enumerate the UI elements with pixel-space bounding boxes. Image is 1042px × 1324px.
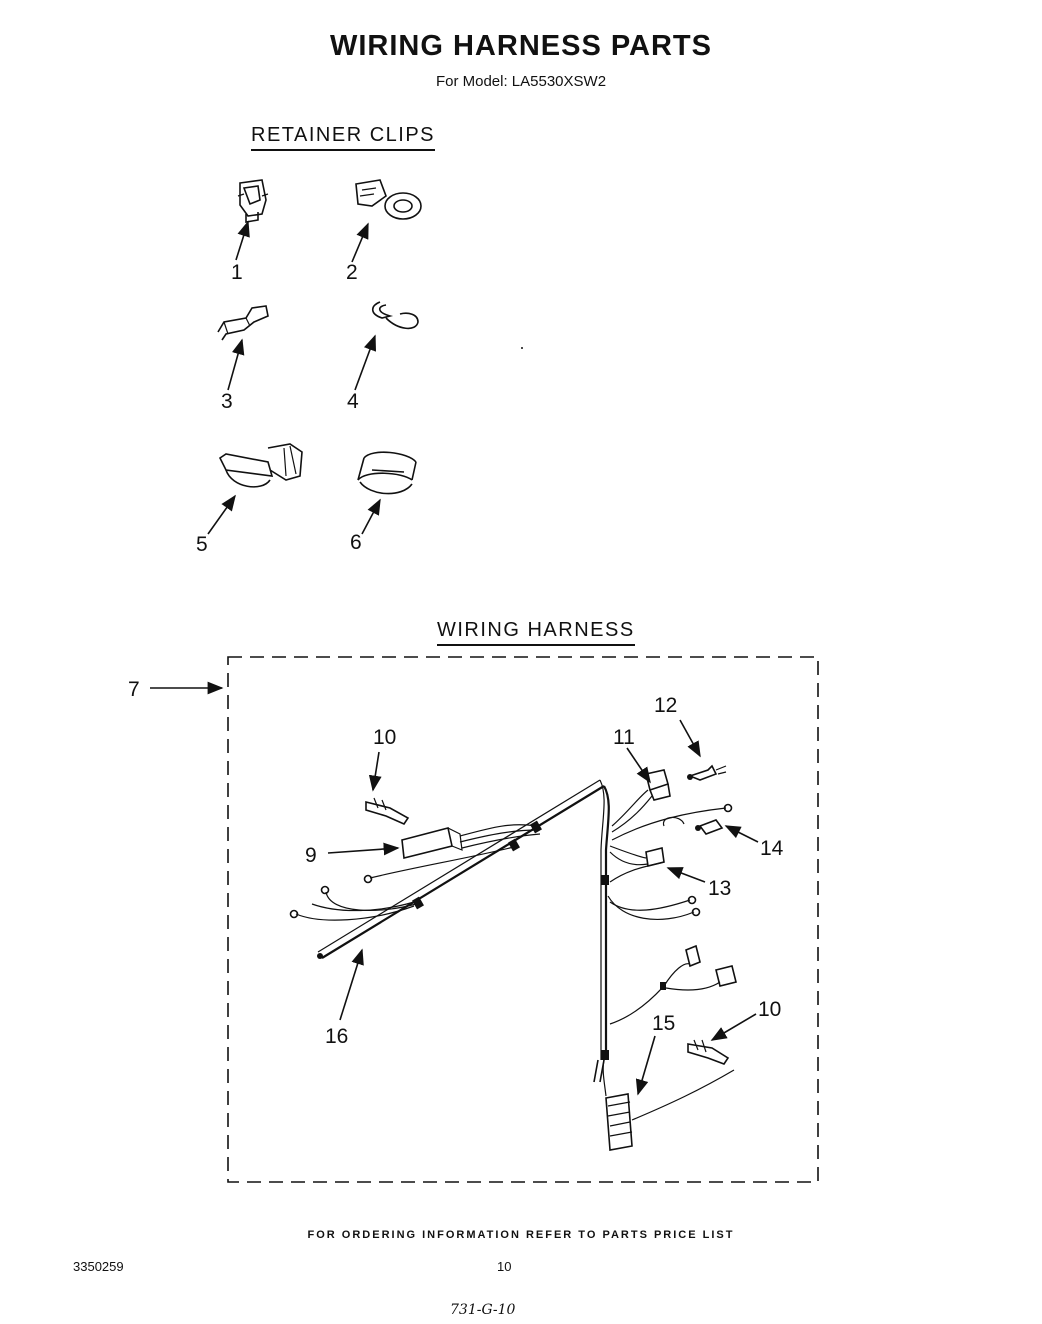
- harness-label-13: 13: [708, 877, 732, 900]
- clip-4-drawing: [373, 302, 418, 328]
- clip-label-4: 4: [347, 390, 359, 413]
- clip-3-leader: [228, 340, 242, 390]
- retainer-clips-heading: RETAINER CLIPS: [251, 124, 435, 151]
- harness-label-11: 11: [613, 726, 635, 749]
- clip-label-1: 1: [231, 261, 243, 284]
- harness-leader-16: [340, 950, 362, 1020]
- harness-label-10-upper: 10: [373, 726, 397, 749]
- clip-label-3: 3: [221, 390, 233, 413]
- page-title: WIRING HARNESS PARTS: [330, 30, 712, 62]
- clip-3-drawing: [218, 306, 268, 340]
- document-number: 3350259: [73, 1259, 124, 1274]
- ordering-note: FOR ORDERING INFORMATION REFER TO PARTS PRICE LIST: [307, 1229, 735, 1241]
- harness-leader-15: [638, 1036, 655, 1094]
- harness-label-14: 14: [760, 837, 784, 860]
- handwritten-note: 731-G-10: [450, 1302, 516, 1318]
- clip-6-drawing: [358, 452, 416, 493]
- clip-4-leader: [355, 336, 375, 390]
- harness-label-16: 16: [325, 1025, 349, 1048]
- harness-label-10-lower: 10: [758, 998, 782, 1021]
- harness-leader-13: [668, 868, 705, 882]
- clip-1-drawing: [238, 180, 268, 222]
- clip-label-6: 6: [350, 531, 362, 554]
- harness-label-12: 12: [654, 694, 678, 717]
- harness-label-9: 9: [305, 844, 317, 867]
- clip-2-leader: [352, 224, 368, 262]
- clip-5-leader: [208, 496, 235, 534]
- harness-leader-9: [328, 848, 398, 853]
- harness-label-15: 15: [652, 1012, 676, 1035]
- model-subtitle: For Model: LA5530XSW2: [435, 73, 607, 90]
- wiring-harness-drawing: [291, 766, 737, 1150]
- harness-leader-10-upper: [373, 752, 379, 790]
- wiring-harness-heading: WIRING HARNESS: [437, 619, 635, 646]
- harness-leader-12: [680, 720, 700, 756]
- harness-label-7: 7: [128, 678, 140, 701]
- page-number: 10: [497, 1259, 512, 1274]
- clip-label-2: 2: [346, 261, 358, 284]
- harness-leader-14: [726, 826, 758, 842]
- clip-2-drawing: [356, 180, 421, 219]
- harness-leader-10-lower: [712, 1014, 756, 1040]
- clip-label-5: 5: [196, 533, 208, 556]
- clip-1-leader: [236, 222, 248, 260]
- clip-6-leader: [362, 500, 380, 534]
- harness-leader-11: [627, 748, 650, 782]
- clip-5-drawing: [220, 444, 302, 487]
